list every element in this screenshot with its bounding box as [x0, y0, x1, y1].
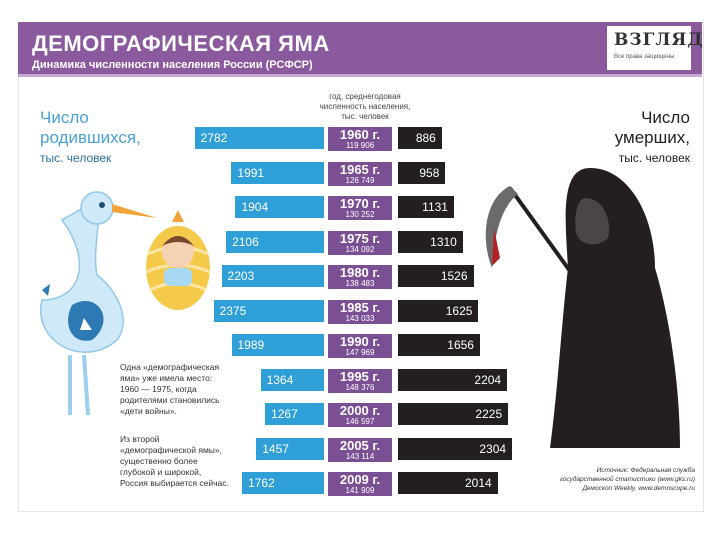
- deaths-value-label: 1131: [422, 200, 448, 214]
- population-label: 143 033: [345, 313, 375, 323]
- deaths-value-label: 958: [419, 165, 440, 180]
- population-label: 146 597: [345, 417, 375, 426]
- births-value-label: 1762: [248, 476, 275, 490]
- births-value-label: 1267: [271, 407, 298, 421]
- note-first-line4: родителями становились: [120, 395, 220, 405]
- baby-bundle-illustration: [142, 210, 214, 314]
- births-value-label: 1991: [237, 165, 265, 180]
- note-second-line5: Россия выбирается сейчас.: [120, 478, 229, 488]
- population-label: 148 376: [345, 382, 375, 392]
- source-note: [555, 466, 695, 493]
- note-first-line3: 1960 — 1975, когда: [120, 384, 197, 394]
- header-strip: [18, 74, 702, 77]
- logo-tagline: Все права защищены: [614, 54, 675, 60]
- births-value-label: 2106: [232, 234, 259, 249]
- births-label-line2: родившихся,: [40, 128, 141, 147]
- note-second-line2: «демографической ямы»,: [120, 445, 222, 455]
- year-label: 1985 г.: [339, 299, 381, 315]
- births-value-label: 1457: [262, 441, 289, 456]
- note-second-pit: [120, 434, 229, 489]
- births-value-label: 2375: [219, 303, 247, 318]
- note-first-line1: Одна «демографическая: [120, 362, 220, 372]
- population-label: 141 909: [345, 486, 375, 495]
- deaths-label-line2: умерших,: [614, 128, 690, 147]
- note-first-line5: «дети войны».: [120, 406, 177, 416]
- year-label: 2005 г.: [339, 437, 381, 453]
- population-label: 119 906: [345, 141, 375, 150]
- year-label: 1960 г.: [339, 127, 381, 142]
- year-label: 2009 г.: [339, 472, 381, 487]
- population-label: 147 969: [345, 348, 375, 357]
- births-value-label: 2203: [227, 269, 255, 283]
- source-line3: Демоскоп Weekly, www.demoscope.ru: [582, 485, 695, 492]
- deaths-value-label: 1526: [440, 269, 468, 283]
- deaths-value-label: 2304: [479, 441, 507, 456]
- births-label: [40, 108, 141, 168]
- population-label: 126 749: [345, 175, 375, 185]
- note-first-pit: [120, 362, 220, 417]
- year-label: 1975 г.: [339, 230, 381, 246]
- page-title: ДЕМОГРАФИЧЕСКАЯ ЯМА: [32, 31, 330, 56]
- note-second-line4: глубокой и широкой,: [120, 467, 202, 477]
- population-label: 130 252: [345, 210, 375, 219]
- year-label: 2000 г.: [339, 403, 381, 418]
- page-subtitle: Динамика численности населения России (РСФСР): [32, 59, 313, 71]
- births-value-label: 2782: [200, 131, 228, 145]
- year-column-header: [300, 92, 430, 122]
- deaths-value-label: 2204: [474, 372, 502, 387]
- year-label: 1990 г.: [339, 334, 381, 349]
- population-label: 143 114: [345, 451, 375, 461]
- births-unit: тыс. человек: [40, 151, 112, 165]
- source-line1: Источник: Федеральная служба: [596, 467, 695, 474]
- year-column-header-line2: численность населения,: [319, 102, 411, 111]
- deaths-value-label: 1625: [445, 303, 473, 318]
- year-label: 1970 г.: [339, 196, 381, 211]
- year-label: 1965 г.: [339, 161, 381, 177]
- grim-reaper-illustration: [480, 158, 690, 458]
- deaths-unit: тыс. человек: [618, 151, 690, 165]
- note-second-line3: существенно более: [120, 456, 198, 466]
- deaths-label-line1: Число: [641, 108, 690, 127]
- births-value-label: 1989: [237, 338, 265, 352]
- deaths-value-label: 2014: [464, 476, 492, 490]
- deaths-value-label: 1310: [430, 234, 457, 249]
- logo: ВЗГЛЯД: [614, 30, 704, 50]
- note-second-line1: Из второй: [120, 434, 160, 444]
- deaths-value-label: 1656: [447, 338, 474, 352]
- deaths-value-label: 886: [415, 131, 436, 145]
- births-value-label: 1904: [241, 200, 269, 214]
- year-column-header-line3: тыс. человек: [341, 112, 389, 121]
- deaths-value-label: 2225: [475, 407, 503, 421]
- births-value-label: 1364: [266, 372, 294, 387]
- source-line2: государственной статистики (www.gks.ru): [559, 476, 695, 483]
- population-label: 134 092: [345, 244, 375, 254]
- note-first-line2: яма» уже имела место:: [120, 373, 213, 383]
- year-label: 1995 г.: [339, 368, 381, 384]
- year-column-header-line1: год, среднегодовая: [329, 92, 401, 101]
- year-label: 1980 г.: [339, 265, 381, 280]
- births-label-line1: Число: [40, 108, 89, 127]
- population-label: 138 483: [345, 279, 375, 288]
